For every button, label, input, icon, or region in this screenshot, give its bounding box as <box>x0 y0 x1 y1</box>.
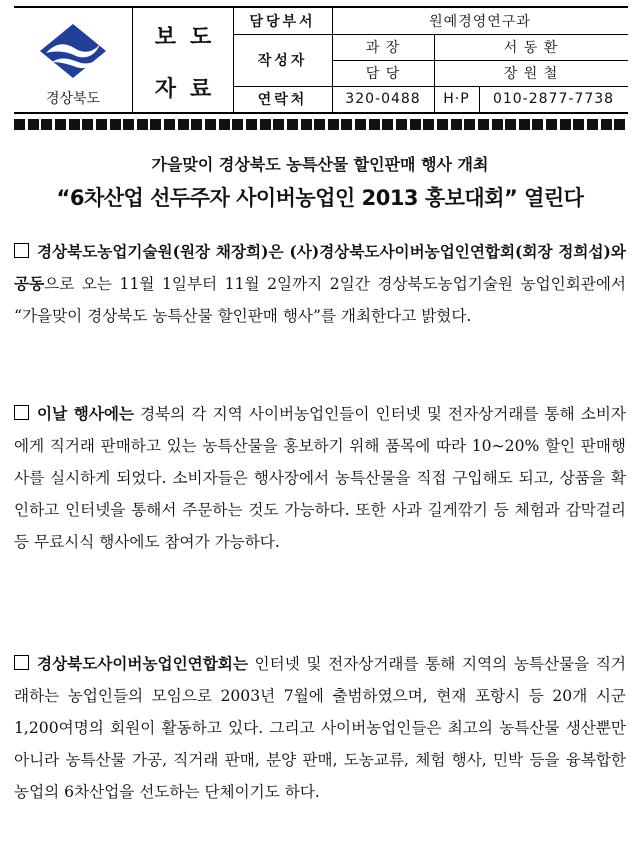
square-divider <box>14 119 628 131</box>
org-logo <box>14 8 132 112</box>
divider-square <box>110 119 121 130</box>
divider-square <box>260 119 271 130</box>
divider-square <box>505 119 516 130</box>
paragraph <box>14 236 626 332</box>
divider-square <box>123 119 134 130</box>
paragraph-text: 으로 오는 11월 1일부터 11월 2일까지 2일간 경상북도농업기술원 농업인회관에서 “가을맞이 경상북도 농특산물 할인판매 행사”를 개최한다고 밝혔다. <box>14 275 626 325</box>
phone-number: 320-0488 <box>345 91 421 107</box>
paragraph-lead: 경상북도농업기술원(원장 채장희)은 (사)경상북도사이버농업인연합회(회장 정희섭)와 공동 <box>14 242 626 293</box>
org-name: 경상북도 <box>45 91 101 107</box>
divider-square <box>614 119 625 130</box>
divider-square <box>246 119 257 130</box>
divider-square <box>232 119 243 130</box>
divider-square <box>41 119 52 130</box>
divider-square <box>546 119 557 130</box>
divider-square <box>82 119 93 130</box>
divider-square <box>219 119 230 130</box>
divider-square <box>573 119 584 130</box>
square-bullet-icon <box>14 655 29 670</box>
divider-square <box>301 119 312 130</box>
divider-square <box>191 119 202 130</box>
subtitle: 가을맞이 경상북도 농특산물 할인판매 행사 개최 <box>151 155 489 174</box>
divider-square <box>137 119 148 130</box>
divider-square <box>96 119 107 130</box>
paragraph-text: 경북의 각 지역 사이버농업인들이 인터넷 및 전자상거래를 통해 소비자에게 직거래 판매하고 있는 농특산물을 홍보하기 위해 품목에 따라 10∼20% 할인 판매행사를 실시하게 되었다. 소비자들은 행사장에서 농특산물을 직접 구입해도 되고, 상품을 확인하고 인터넷을 통해서 주문하는 것도 가능하다. 또한 사과 길게깎기 등 체험과 감막걸리 등 무료시식 행사에도 참여가 가능하다. <box>14 405 626 551</box>
contact-label: 연락처 <box>257 92 308 108</box>
square-bullet-icon <box>14 405 29 420</box>
mobile-number: 010-2877-7738 <box>492 91 615 107</box>
divider-square <box>492 119 503 130</box>
department-label: 담당부서 <box>249 14 316 30</box>
divider-square <box>451 119 462 130</box>
headline: “6차산업 선두주자 사이버농업인 2013 홍보대회” 열린다 <box>56 186 584 210</box>
divider-square <box>601 119 612 130</box>
divider-square <box>560 119 571 130</box>
divider-square <box>532 119 543 130</box>
divider-square <box>437 119 448 130</box>
divider-square <box>287 119 298 130</box>
divider-square <box>478 119 489 130</box>
divider-square <box>396 119 407 130</box>
paragraph <box>14 648 626 808</box>
divider-square <box>341 119 352 130</box>
divider-square <box>314 119 325 130</box>
divider-square <box>355 119 366 130</box>
divider-square <box>178 119 189 130</box>
divider-square <box>423 119 434 130</box>
gyeongbuk-emblem-icon <box>38 22 108 80</box>
author-name-1: 서 동 환 <box>503 40 559 56</box>
author-title-2: 담 당 <box>365 66 401 82</box>
press-release-header <box>14 6 628 114</box>
department-value: 원예경영연구과 <box>429 14 531 30</box>
paragraph-lead: 이날 행사에는 <box>37 404 134 423</box>
paragraph <box>14 398 626 558</box>
divider-square <box>328 119 339 130</box>
divider-square <box>273 119 284 130</box>
divider-square <box>519 119 530 130</box>
divider-square <box>164 119 175 130</box>
paragraph-lead: 경상북도사이버농업인연합회는 <box>37 654 248 673</box>
author-title-1: 과 장 <box>365 40 401 56</box>
author-label: 작성자 <box>257 53 308 69</box>
divider-square <box>382 119 393 130</box>
divider-square <box>55 119 66 130</box>
press-label-top: 보도 <box>154 24 226 50</box>
paragraph-text: 인터넷 및 전자상거래를 통해 지역의 농특산물을 직거래하는 농업인들의 모임으로 2003년 7월에 출범하였으며, 현재 포항시 등 20개 시군 1,200여명의 회원이 활동하고 있다. 그리고 사이버농업인들은 최고의 농특산물 생산뿐만 아니라 농특산물 가공, 직거래 판매, 분양 판매, 도농교류, 체험 행사, 민박 등을 융복합한 농업의 6차산업을 선도하는 단체이기도 하다. <box>14 655 626 801</box>
author-name-2: 장 원 철 <box>503 66 559 82</box>
divider-square <box>205 119 216 130</box>
divider-square <box>464 119 475 130</box>
divider-square <box>369 119 380 130</box>
divider-square <box>410 119 421 130</box>
mobile-label: H·P <box>443 91 470 107</box>
divider-square <box>14 119 25 130</box>
press-label-bottom: 자료 <box>154 76 226 102</box>
divider-square <box>150 119 161 130</box>
divider-square <box>28 119 39 130</box>
square-bullet-icon <box>14 243 29 258</box>
divider-square <box>69 119 80 130</box>
divider-square <box>587 119 598 130</box>
